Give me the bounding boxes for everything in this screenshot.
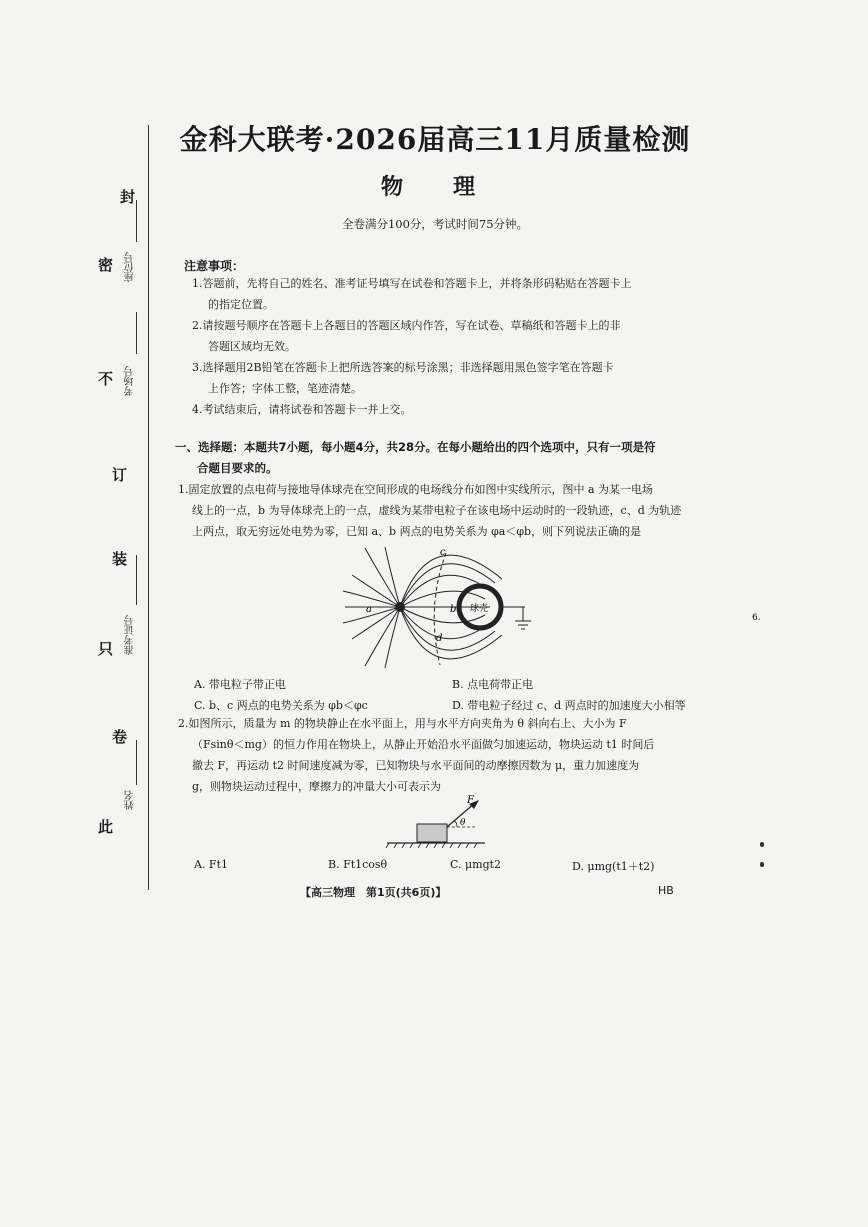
region-code: HB (658, 884, 674, 897)
label-b: b (450, 604, 457, 615)
stray-dot (760, 842, 764, 847)
question-line: 线上的一点，b 为导体球壳上的一点，虚线为某带电粒子在该电场中运动时的一段轨迹，c、d 为轨迹 (192, 504, 682, 517)
label-c: c (440, 547, 446, 558)
name-label: 姓名 (125, 790, 136, 810)
option-1a: A. 带电粒子带正电 (194, 678, 286, 691)
exam-room-label: 考场号 (125, 366, 136, 396)
label-theta: θ (460, 818, 466, 828)
block-force-figure (385, 795, 495, 853)
notice-line: 上作答；字体工整，笔迹清楚。 (208, 382, 362, 395)
point-charge (395, 602, 405, 612)
section-heading-line: 合题目要求的。 (197, 461, 278, 475)
question-line: （Fsinθ＜mg）的恒力作用在物块上，从静止开始沿水平面做匀加速运动，物块运动 t1 时间后 (192, 738, 655, 751)
ground-hatching (386, 843, 477, 848)
question-1-stem (178, 479, 698, 542)
margin-char: 卷 (112, 728, 128, 746)
seat-number-label: 座位号 (125, 252, 136, 282)
question-line: 上两点，取无穷远处电势为零，已知 a、b 两点的电势关系为 φa＜φb，则下列说法正确的是 (192, 525, 642, 538)
block (417, 824, 447, 842)
label-F: F (467, 795, 474, 806)
binding-line (148, 125, 149, 890)
question-line: 2.如图所示，质量为 m 的物块静止在水平面上，用与水平方向夹角为 θ 斜向右上、大小为 F (178, 717, 627, 730)
question-line: 撤去 F，再运动 t2 时间速度减为零，已知物块与水平面间的动摩擦因数为 μ，重力加速度为 (192, 759, 640, 772)
margin-char: 密 (98, 256, 114, 274)
page-footer: 【高三物理 第1页(共6页)】 (300, 886, 447, 899)
section-heading-line: 一、选择题：本题共7小题，每小题4分，共28分。在每小题给出的四个选项中，只有一项是符 (175, 440, 656, 454)
angle-arc (454, 821, 457, 827)
electric-field-figure (340, 545, 540, 670)
exam-title: 金科大联考·2026届高三11月质量检测 (179, 123, 691, 156)
option-1d: D. 带电粒子经过 c、d 两点时的加速度大小相等 (452, 699, 686, 712)
option-2d: D. μmg(t1＋t2) (572, 860, 655, 873)
fill-line (136, 740, 137, 785)
exam-info: 全卷满分100分，考试时间75分钟。 (341, 217, 529, 231)
notice-line: 的指定位置。 (208, 298, 274, 311)
notice-line: 2.请按题号顺序在答题卡上各题目的答题区域内作答，写在试卷、草稿纸和答题卡上的非 (192, 319, 621, 332)
notice-line: 4.考试结束后，请将试卷和答题卡一并上交。 (192, 403, 412, 416)
field-line (385, 607, 400, 668)
label-d: d (436, 633, 443, 644)
margin-char: 封 (120, 188, 136, 206)
notice-heading: 注意事项： (184, 259, 245, 273)
subject-title: 物 理 (380, 174, 489, 200)
option-1b: B. 点电荷带正电 (452, 678, 534, 691)
question-line: g，则物块运动过程中，摩擦力的冲量大小可表示为 (192, 780, 442, 793)
stray-dot (760, 862, 764, 867)
label-a: a (366, 604, 372, 615)
margin-char: 订 (112, 466, 128, 484)
option-1c: C. b、c 两点的电势关系为 φb＜φc (194, 699, 368, 712)
fill-line (136, 555, 137, 605)
notice-line: 答题区域均无效。 (208, 340, 296, 353)
margin-char: 装 (112, 550, 128, 568)
admission-number-label: 准考证号 (125, 615, 136, 655)
notice-line: 3.选择题用2B铅笔在答题卡上把所选答案的标号涂黑；非选择题用黑色签字笔在答题卡 (192, 361, 614, 374)
label-shell: 球壳 (470, 604, 489, 614)
question-line: 1.固定放置的点电荷与接地导体球壳在空间形成的电场线分布如图中实线所示，图中 a 为某一电场 (178, 483, 654, 496)
option-2c: C. μmgt2 (450, 858, 502, 871)
section-heading (175, 437, 695, 479)
margin-char: 不 (98, 370, 114, 388)
notice-list (192, 273, 697, 420)
option-2a: A. Ft1 (194, 858, 228, 871)
question-2-stem (178, 713, 698, 797)
notice-line: 1.答题前，先将自己的姓名、准考证号填写在试卷和答题卡上，并将条形码粘贴在答题卡上 (192, 277, 632, 290)
stray-mark: 6. (752, 613, 761, 623)
option-2b: B. Ft1cosθ (328, 858, 388, 871)
fill-line (136, 312, 137, 354)
margin-char: 此 (98, 818, 114, 836)
fill-line (136, 200, 137, 242)
margin-char: 只 (98, 640, 114, 658)
